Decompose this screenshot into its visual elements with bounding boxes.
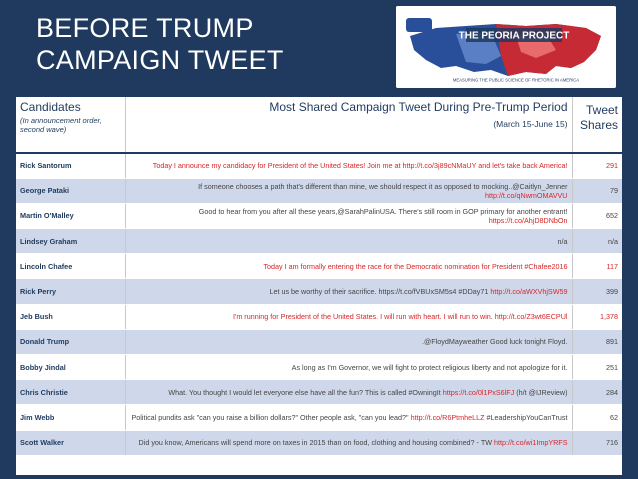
header-candidates (16, 97, 125, 153)
logo-brand-text: THE PEORIA PROJECT (458, 30, 570, 42)
tweet-text: I'm running for President of the United States. I will run with heart. I will run to win. (232, 312, 495, 322)
table-row (16, 203, 622, 228)
candidate-name: Rick Perry (16, 279, 125, 304)
tweet-link[interactable]: http://t.co/aWXVhjSW59 (490, 287, 568, 297)
tweet-text: Today I announce my candidacy for President of the United States! Join me at (152, 161, 403, 171)
candidate-name: Chris Christie (16, 380, 125, 405)
tweet-text-after: (h/t @IJReview) (514, 387, 568, 397)
tweet-cell (125, 279, 572, 304)
tweet-cell (125, 203, 572, 228)
tweet-cell (125, 229, 572, 254)
shares-count: 251 (572, 355, 622, 380)
table-row (16, 153, 622, 178)
tweet-table (16, 97, 622, 456)
tweet-link[interactable]: http://t.co/qNwmOMAVVU (484, 190, 568, 200)
tweet-text: Political pundits ask "can you raise a billion dollars?" Other people ask, "can you lead?" (131, 412, 411, 422)
tweet-cell (125, 178, 572, 203)
tweet-text: What. You thought I would let everyone else have all the fun? This is called #OwningIt (168, 387, 443, 397)
table-row (16, 329, 622, 354)
tweet-cell (125, 153, 572, 178)
tweet-text: As long as I'm Governor, we will fight to protect religious liberty and not apologize for it. (291, 362, 568, 372)
shares-count: 284 (572, 380, 622, 405)
table-row (16, 380, 622, 405)
candidate-name: Rick Santorum (16, 153, 125, 178)
shares-count: 716 (572, 430, 622, 455)
header-shares: Tweet Shares (572, 97, 622, 153)
shares-count: 291 (572, 153, 622, 178)
tweet-cell (125, 380, 572, 405)
candidate-name: Jeb Bush (16, 304, 125, 329)
candidate-name: Bobby Jindal (16, 355, 125, 380)
tweet-text: Did you know, Americans will spend more on taxes in 2015 than on food, clothing and housing combined? - TW (138, 438, 494, 448)
slide-title-line-2: CAMPAIGN TWEET (36, 45, 284, 75)
table-row (16, 178, 622, 203)
tweet-cell (125, 430, 572, 455)
tweet-link[interactable]: https://t.co/AhjD8DNbOn (488, 215, 568, 225)
header-candidates-label: Candidates (20, 100, 81, 114)
tweet-link[interactable]: http://t.co/Z3wt6ECPUl (494, 312, 568, 322)
candidate-name: Donald Trump (16, 329, 125, 354)
tweet-text-after: and let's take back America! (476, 161, 568, 171)
tweet-text: Today I am formally entering the race for the Democratic nomination for President #Chafee2016 (263, 261, 568, 271)
candidate-name: Jim Webb (16, 405, 125, 430)
slide-title (36, 12, 284, 76)
logo-tagline: MEASURING THE PUBLIC SCIENCE OF RHETORIC IN AMERICA (452, 77, 580, 83)
table-row (16, 405, 622, 430)
table-row (16, 279, 622, 304)
header-candidates-note: (In announcement order, second wave) (20, 116, 102, 134)
header-tweet-note: (March 15-June 15) (493, 119, 568, 129)
tweet-text: Let us be worthy of their sacrifice. https://t.co/fVBUxSM5s4 #DDay71 (269, 287, 491, 297)
tweet-link[interactable]: http://t.co/3j89cNMaUY (402, 161, 477, 171)
candidate-name: Lindsey Graham (16, 229, 125, 254)
shares-count: 891 (572, 329, 622, 354)
tweet-cell (125, 355, 572, 380)
peoria-project-logo (396, 6, 616, 88)
tweet-link[interactable]: http://t.co/R6PtmheLLZ (410, 412, 485, 422)
tweet-link[interactable]: http://t.co/wi1ImpYRFS (494, 438, 568, 448)
shares-count: 79 (572, 178, 622, 203)
table-body (16, 153, 622, 455)
tweet-link[interactable]: https://t.co/0l1PxS6lFJ (442, 387, 515, 397)
table-row (16, 254, 622, 279)
shares-count: 117 (572, 254, 622, 279)
tweet-text: n/a (557, 236, 568, 246)
tweet-text: .@FloydMayweather Good luck tonight Floyd. (421, 337, 568, 347)
table-row (16, 304, 622, 329)
tweet-cell (125, 254, 572, 279)
header-tweet (125, 97, 572, 153)
tweet-cell (125, 405, 572, 430)
header-tweet-label: Most Shared Campaign Tweet During Pre-Trump Period (269, 100, 568, 114)
table-row (16, 229, 622, 254)
shares-count: n/a (572, 229, 622, 254)
candidate-name: Martin O'Malley (16, 203, 125, 228)
candidate-name: Lincoln Chafee (16, 254, 125, 279)
shares-count: 652 (572, 203, 622, 228)
tweet-cell (125, 304, 572, 329)
tweet-text-after: #LeadershipYouCanTrust (484, 412, 568, 422)
candidate-name: Scott Walker (16, 430, 125, 455)
shares-count: 1,378 (572, 304, 622, 329)
table-header-row (16, 97, 622, 153)
slide-title-line-1: BEFORE TRUMP (36, 13, 254, 43)
tweet-table-container (16, 97, 622, 475)
table-row (16, 430, 622, 455)
tweet-cell (125, 329, 572, 354)
tweet-text: If someone chooses a path that's different than mine, we should respect it as opposed to mocking..@Caitlyn_Jenner (198, 181, 568, 191)
shares-count: 399 (572, 279, 622, 304)
shares-count: 62 (572, 405, 622, 430)
tweet-text: Good to hear from you after all these years,@SarahPalinUSA. There's still room in GOP primary for another entrant! (198, 206, 568, 216)
table-row (16, 355, 622, 380)
candidate-name: George Pataki (16, 178, 125, 203)
